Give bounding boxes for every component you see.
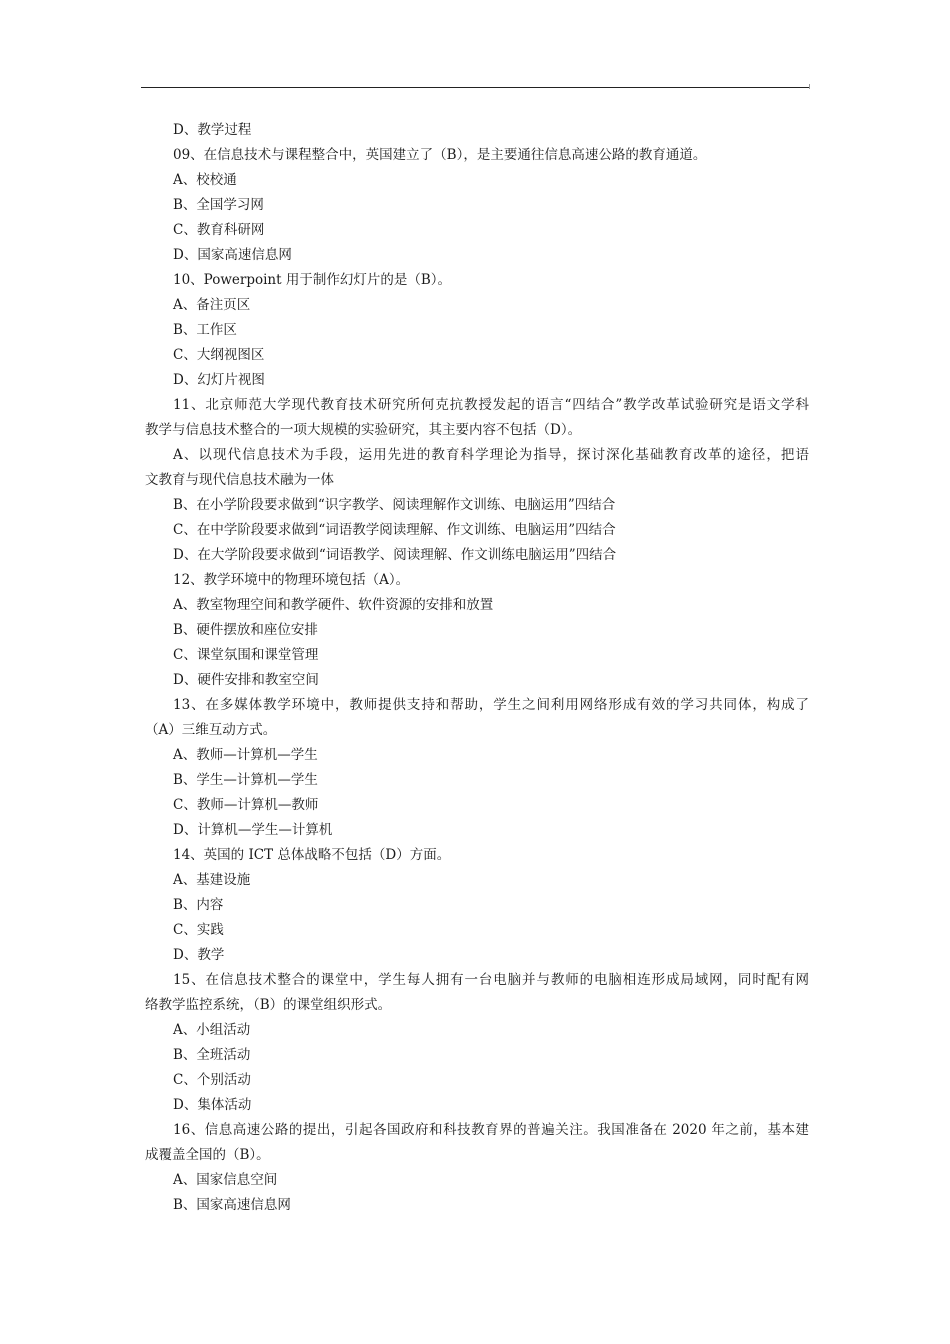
- answer-option: D、硬件安排和教室空间: [173, 672, 319, 688]
- answer-option: C、教师—计算机—教师: [173, 797, 319, 813]
- answer-option: A、备注页区: [173, 297, 251, 313]
- answer-option: B、全班活动: [173, 1047, 251, 1063]
- question-text-continued: 络教学监控系统，（B）的课堂组织形式。: [145, 997, 392, 1013]
- question-text: 09、在信息技术与课程整合中，英国建立了（B），是主要通往信息高速公路的教育通道。: [173, 147, 707, 163]
- question-text-continued: 文教育与现代信息技术融为一体: [145, 472, 334, 488]
- header-corner-mark: [809, 84, 810, 89]
- answer-option: A、校校通: [173, 172, 237, 188]
- question-text-continued: 教学与信息技术整合的一项大规模的实验研究，其主要内容不包括（D）。: [145, 422, 582, 438]
- question-text-continued: 成覆盖全国的（B）。: [145, 1147, 270, 1163]
- document-body: [145, 118, 809, 1218]
- answer-option: D、国家高速信息网: [173, 247, 292, 263]
- answer-option: D、计算机—学生—计算机: [173, 822, 333, 838]
- answer-option: D、在大学阶段要求做到“词语教学、阅读理解、作文训练电脑运用”四结合: [173, 547, 617, 563]
- question-text: 11、北京师范大学现代教育技术研究所何克抗教授发起的语言“四结合”教学改革试验研究是语文学科: [173, 397, 809, 413]
- answer-option: B、国家高速信息网: [173, 1197, 291, 1213]
- answer-option: D、教学过程: [173, 122, 252, 138]
- answer-option: D、幻灯片视图: [173, 372, 265, 388]
- question-text: 12、教学环境中的物理环境包括（A）。: [173, 572, 410, 588]
- answer-option: B、在小学阶段要求做到“识字教学、阅读理解作文训练、电脑运用”四结合: [173, 497, 616, 513]
- answer-option: A、小组活动: [173, 1022, 251, 1038]
- answer-option: A、教师—计算机—学生: [173, 747, 318, 763]
- question-text: 10、Powerpoint 用于制作幻灯片的是（B）。: [173, 272, 452, 288]
- answer-option: A、教室物理空间和教学硬件、软件资源的安排和放置: [173, 597, 494, 613]
- answer-option: B、硬件摆放和座位安排: [173, 622, 318, 638]
- question-text: 14、英国的 ICT 总体战略不包括（D）方面。: [173, 847, 451, 863]
- answer-option: D、教学: [173, 947, 225, 963]
- answer-option: C、教育科研网: [173, 222, 265, 238]
- answer-option: C、课堂氛围和课堂管理: [173, 647, 319, 663]
- question-text: 15、在信息技术整合的课堂中，学生每人拥有一台电脑并与教师的电脑相连形成局域网，同时配有网: [173, 972, 809, 988]
- answer-option: D、集体活动: [173, 1097, 252, 1113]
- answer-option: A、基建设施: [173, 872, 251, 888]
- answer-option: C、在中学阶段要求做到“词语教学阅读理解、作文训练、电脑运用”四结合: [173, 522, 616, 538]
- question-text: 16、信息高速公路的提出，引起各国政府和科技教育界的普遍关注。我国准备在 2020 年之前，基本建: [173, 1122, 809, 1138]
- answer-option: B、全国学习网: [173, 197, 264, 213]
- answer-option: B、内容: [173, 897, 224, 913]
- header-rule: [141, 87, 809, 88]
- answer-option: C、大纲视图区: [173, 347, 265, 363]
- answer-option: B、工作区: [173, 322, 237, 338]
- answer-option: A、国家信息空间: [173, 1172, 278, 1188]
- answer-option: C、实践: [173, 922, 224, 938]
- question-text: A、以现代信息技术为手段，运用先进的教育科学理论为指导，探讨深化基础教育改革的途径，把语: [173, 447, 809, 463]
- question-text: 13、在多媒体教学环境中，教师提供支持和帮助，学生之间利用网络形成有效的学习共同体，构成了: [173, 697, 809, 713]
- answer-option: C、个别活动: [173, 1072, 251, 1088]
- question-text-continued: （A）三维互动方式。: [145, 722, 277, 738]
- answer-option: B、学生—计算机—学生: [173, 772, 318, 788]
